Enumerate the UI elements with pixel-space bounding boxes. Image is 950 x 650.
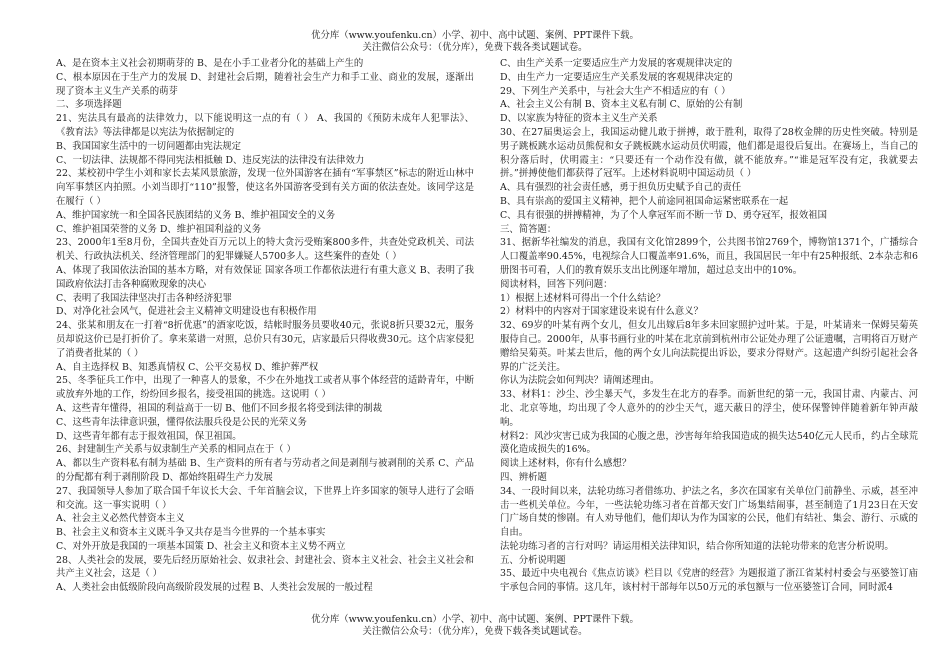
text-line: 阅读材料，回答下列问题： xyxy=(500,278,613,290)
text-line: B、我国国家生活中的一切问题都由宪法规定 xyxy=(56,140,242,152)
text-line: A、体现了我国依法治国的基本方略，对有效保证 国家各项工作都依法进行有重大意义 B、表明了我国政府依法打击各种腐败现象的决心 xyxy=(56,264,474,290)
text-line: C、一切法律、法规都不得同宪法相抵触 D、违反宪法的法律没有法律效力 xyxy=(56,154,365,166)
section-heading: 三、简答题： xyxy=(500,223,557,235)
text-line: 材料2：风沙灾害已成为我国的心腹之患，沙害每年给我国造成的损失达540亿元人民币，约占全球荒漠化造成损失的16%。 xyxy=(500,430,918,456)
section-heading: 四、辨析题 xyxy=(500,471,547,483)
text-line: 1）根据上述材料可得出一个什么结论？ xyxy=(500,292,666,304)
text-line: B、具有崇高的爱国主义精神，把个人前途同祖国命运紧密联系在一起 xyxy=(500,195,789,207)
text-line: A、人类社会由低级阶段向高级阶段发展的过程 B、人类社会发展的一般过程 xyxy=(56,582,373,594)
question-23: 23、2000年1至8月份，全国共查处百万元以上的特大贪污受贿案800多件，共查处党政机关、司法机关、行政执法机关、经济管理部门的犯罪嫌疑人5700多人。这些案件的查处（ ） xyxy=(56,237,474,263)
text-line: 法轮功练习者的言行对吗？请运用相关法律知识，结合你所知道的法轮功带来的危害分析说明。 xyxy=(500,540,894,552)
text-line: A、社会主义必然代替资本主义 xyxy=(56,513,185,525)
text-line: A、维护国家统一和全国各民族团结的义务 B、维护祖国安全的义务 xyxy=(56,209,336,221)
text-line: 阅读上述材料，你有什么感想？ xyxy=(500,458,632,470)
page-footer xyxy=(0,614,950,638)
text-line: D、这些青年都有志于报效祖国，保卫祖国。 xyxy=(56,430,242,442)
question-25: 25、冬季征兵工作中，出现了一种喜人的景象，不少在外地找工或者从事个体经营的适龄青年，中断或放弃外地的工作，纷纷回乡报名，接受祖国的挑选。这说明（ ） xyxy=(56,375,474,401)
text-line: A、都以生产资料私有制为基础 B、生产资料的所有者与劳动者之间是剥削与被剥削的关系 C、产品的分配都有利于剥削阶段 D、都始终阻碍生产力发展 xyxy=(56,458,474,483)
footer-line-2: 关注微信公众号：（优分库），免费下载各类试题试卷。 xyxy=(362,626,588,637)
text-line: D、对净化社会风气，促进社会主义精神文明建设也有积极作用 xyxy=(56,306,317,318)
question-22: 22、某校初中学生小刘和家长去某风景旅游，发现一位外国游客在插有“军事禁区”标志的附近山林中向军事禁区内拍照。小刘当即打“110”报警，使这名外国游客受到有关方面的依法查处。该同学这是在履行（ ） xyxy=(56,168,474,207)
header-line-1: 优分库（www.youfenku.cn）小学、初中、高中试题、案例、PPT课件下载。 xyxy=(311,30,639,41)
text-line: A、这些青年懂得，祖国的利益高于一切 B、他们不回乡报名将受到法律的制裁 xyxy=(56,402,383,414)
text-line: C、表明了我国法律坚决打击各种经济犯罪 xyxy=(56,292,232,304)
text-line: A、自主选择权 B、知悉真情权 C、公平交易权 D、维护葬严权 xyxy=(56,361,319,373)
section-heading: 二、多项选择题 xyxy=(56,99,122,111)
text-line: C、维护祖国荣誉的义务 D、维护祖国利益的义务 xyxy=(56,223,262,235)
question-32: 32、69岁的叶某有两个女儿，但女儿出嫁后8年多未回家照护过叶某。于是，叶某请来一保姆吴菊英服侍自己。2000年，从事书画行业的叶某在北京前到杭州市公证处办理了公证遗嘱，言明将百万财产赠给吴菊英。叶某去世后，他的两个女儿向法院提出诉讼，要求分得财产。这起遗产纠纷引起社会各界的广泛关注。 xyxy=(500,320,918,373)
question-30: 30、在27届奥运会上，我国运动健儿敢于拼搏，敢于胜利，取得了28枚金牌的历史性突破。特别是男子跳板跳水运动员熊倪和女子跳板跳水运动员伏明霞，他们都是退役后复出。在赛场上，当自己的积分落后时，伏明霞主：“只要还有一个动作没有做，就不能放弃。”“谁是冠军没有定，我就要去拼。”拼搏使他们都获得了冠军。上述材料说明中国运动员（ ） xyxy=(500,126,918,180)
question-21: 21、宪法具有最高的法律效力，以下能说明这一点的有（ ） A、我国的《预防未成年人犯罪法》、《教育法》等法律都是以宪法为依据制定的 xyxy=(56,113,474,138)
question-28: 28、人类社会的发展，要先后经历原始社会、奴隶社会、封建社会、资本主义社会、社会主义社会和共产主义社会，这是（ ） xyxy=(56,554,474,580)
text-line: 你认为法院会如何判决？请阐述理由。 xyxy=(500,375,660,387)
text-line: C、具有很强的拼搏精神，为了个人拿冠军而不断一节 D、勇夺冠军，报效祖国 xyxy=(500,209,828,221)
text-line: A、社会主义公有制 B、资本主义私有制 C、原始的公有制 xyxy=(500,99,743,111)
question-26: 26、封建制生产关系与奴隶制生产关系的相同点在于（ ） xyxy=(56,444,296,456)
header-line-2: 关注微信公众号：（优分库），免费下载各类试题试卷。 xyxy=(362,42,588,53)
text-line: D、以家族为特征的资本主义生产关系 xyxy=(500,113,658,125)
footer-line-1: 优分库（www.youfenku.cn）小学、初中、高中试题、案例、PPT课件下载。 xyxy=(311,614,639,625)
section-heading: 五、分析说明题 xyxy=(500,554,566,566)
question-33: 33、材料1：沙尘、沙尘暴天气，多发生在北方的春季。而新世纪的第一元，我国甘肃、内蒙古、河北、北京等地，均出现了令人意外的的沙尘天气，遮天蔽日的浮尘，使环保警钟伴随着新年钟声敲响。 xyxy=(500,389,918,428)
question-24: 24、张某和朋友在一打着“8折优惠”的酒家吃饭，结帐时服务员要收40元，张说8折只要32元，服务员却说这价已是打折价了。拿来菜谱一对照，总价只有30元，店家最后只得收费30元。这个店家侵犯了消费者批某的（ ） xyxy=(56,320,474,359)
text-line: C、由生产关系一定要适应生产力发展的客观规律决定的 xyxy=(500,58,733,69)
text-line: D、由生产力一定要适应生产关系发展的客观规律决定的 xyxy=(500,71,733,83)
question-34: 34、一段时间以来，法轮功练习者借练功、护法之名，多次在国家有关单位门前静坐、示威，甚至冲击一些机关单位。今年，一些法轮功练习者在首都天安门广场集结闹事，甚至制造了1月23日在天安门广场自焚的惨剧。有人劝导他们，他们却认为作为国家的公民，他们有结社、集会、游行、示威的自由。 xyxy=(500,485,918,539)
question-31: 31、据新华社编发的消息，我国有文化馆2899个，公共图书馆2769个，博物馆1371个，广播综合人口覆盖率90.45%，电视综合人口覆盖率91.6%，而且，我国居民一年中有25种报纸、2本杂志和6册图书可看，人们的教育娱乐支出比例逐年增加，超过总支出中的10%。 xyxy=(500,237,918,276)
text-line: C、这些青年法律意识强，懂得依法服兵役是公民的光荣义务 xyxy=(56,416,307,428)
page-header xyxy=(0,30,950,54)
question-29: 29、下列生产关系中，与社会大生产不相适应的有（ ） xyxy=(500,85,731,97)
left-column xyxy=(56,57,474,613)
text-line: A、是在资本主义社会初期萌芽的 B、是在小手工业者分化的基础上产生的 xyxy=(56,58,364,69)
text-line: B、社会主义和资本主义既斗争又共存是当今世界的一个基本事实 xyxy=(56,527,326,539)
text-line: C、对外开放是我国的一项基本国策 D、社会主义和资本主义势不两立 xyxy=(56,540,346,552)
question-35: 35、最近中央电视台《焦点访谈》栏目以《党唐的经营》为题报道了浙江省某村村委会与巫婆签订庙宇承包合同的事情。这几年，该村村干部每年以50万元的承包额与一位巫婆签订合同，同时派4 xyxy=(500,568,918,594)
text-line: A、具有强烈的社会责任感，勇于担负历史赋予自己的责任 xyxy=(500,182,742,194)
right-column xyxy=(500,57,918,613)
text-line: 2）材料中的内容对于国家建设来说有什么意义？ xyxy=(500,306,703,318)
question-27: 27、我国领导人参加了联合国千年议长大会、千年首脑会议，下世界上许多国家的领导人进行了会晤和交流。这一事实说明（ ） xyxy=(56,485,474,511)
text-line: C、根本原因在于生产力的发展 D、封建社会后期，随着社会生产力和手工业、商业的发展，逐渐出现了资本主义生产关系的萌芽 xyxy=(56,71,474,97)
